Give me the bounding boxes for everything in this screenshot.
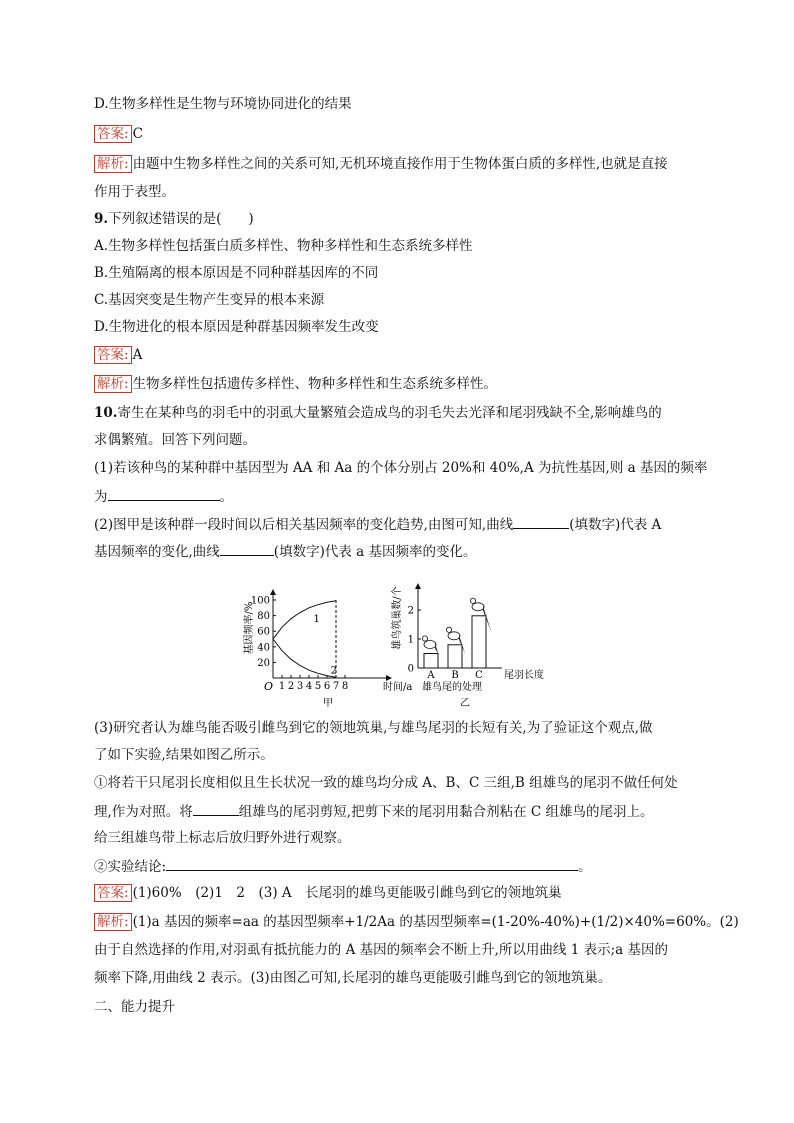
- q9-answer: A: [132, 347, 143, 363]
- q10-part1-end: 。: [219, 489, 233, 505]
- q8-analysis-2: 作用于表型。: [94, 184, 175, 200]
- q10-step1-2-row: [94, 801, 654, 821]
- y-tick-label: 60: [257, 626, 270, 638]
- chart-yi-xlabel: 尾羽长度: [504, 670, 544, 681]
- q9-answer-row: [94, 346, 142, 364]
- x-tick-label: 6: [323, 681, 331, 692]
- q10-stem-2: 求偶繁殖。回答下列问题。: [94, 432, 256, 448]
- q10-step1-2a: 理,作为对照。将: [94, 804, 193, 820]
- q10-part1-a: (1)若该种鸟的某种群中基因型为 AA 和 Aa 的个体分别占 20%和 40%,A 为抗性基因,则 a 基因的频率: [94, 460, 708, 476]
- q10-part1-b: 为: [94, 489, 108, 505]
- chart-jia-title: 甲: [323, 698, 333, 709]
- q8-answer: C: [132, 126, 143, 142]
- series-1-curve: [273, 601, 336, 639]
- bar-C: [472, 616, 486, 668]
- q8-option-d: D.生物多样性是生物与环境协同进化的结果: [94, 96, 352, 112]
- q10-step1-2b: 组雄鸟的尾羽剪短,把剪下来的尾羽用黏合剂粘在 C 组雄鸟的尾羽上。: [238, 804, 654, 820]
- x-tick-label: 4: [305, 681, 313, 692]
- y-tick-label: 100: [250, 595, 270, 607]
- analysis-tag: 解析:: [94, 913, 132, 931]
- chart-jia: [242, 589, 412, 709]
- q9-analysis: 生物多样性包括遗传多样性、物种多样性和生态系统多样性。: [132, 376, 498, 392]
- x-tick-label: 7: [332, 681, 340, 692]
- bar-B: [448, 645, 462, 668]
- chart-yi: [390, 583, 544, 709]
- q10-part2-row2: [94, 541, 476, 561]
- figures: [240, 573, 570, 713]
- x-tick-label: 5: [314, 681, 322, 692]
- q10-answer-row: [94, 884, 562, 902]
- y-axis-arrow: [270, 589, 276, 595]
- category-label: A: [427, 670, 435, 681]
- answer-blank[interactable]: [108, 486, 220, 501]
- x-axis-arrow: [386, 675, 392, 681]
- q9-option-d: D.生物进化的根本原因是种群基因频率发生改变: [94, 319, 379, 335]
- answer-tag: 答案:: [94, 125, 132, 143]
- category-label: C: [475, 670, 483, 681]
- q9-option-c: C.基因突变是生物产生变异的根本来源: [94, 292, 325, 308]
- q10-part3-1: (3)研究者认为雄鸟能否吸引雌鸟到它的领地筑巢,与雄鸟尾羽的长短有关,为了验证这个观点,做: [94, 720, 653, 736]
- bar-A: [424, 654, 438, 669]
- answer-blank[interactable]: [166, 856, 578, 871]
- q10-stem-row: [94, 404, 662, 422]
- answer-tag: 答案:: [94, 884, 132, 902]
- q10-step2-row: [94, 856, 592, 876]
- q9-option-a: A.生物多样性包括蛋白质多样性、物种多样性和生态系统多样性: [94, 238, 473, 254]
- y-tick-label: 0: [407, 663, 414, 675]
- q8-analysis-row: [94, 155, 668, 173]
- q10-stem-1: 寄生在某种鸟的羽毛中的羽虱大量繁殖会造成鸟的羽毛失去光泽和尾羽残缺不全,影响雄鸟的: [117, 405, 662, 421]
- x-tick-label: 8: [341, 681, 349, 692]
- analysis-tag: 解析:: [94, 375, 132, 393]
- category-label: B: [451, 670, 459, 681]
- series-2-curve: [273, 639, 336, 677]
- q9-option-b: B.生殖隔离的根本原因是不同种群基因库的不同: [94, 265, 379, 281]
- answer-blank[interactable]: [513, 514, 569, 529]
- q10-answer: (1)60% (2)1 2 (3) A 长尾羽的雄鸟更能吸引雌鸟到它的领地筑巢: [132, 885, 562, 901]
- q10-analysis-2: 由于自然选择的作用,对羽虱有抵抗能力的 A 基因的频率会不断上升,所以用曲线 1 表示;a 基因的: [94, 942, 668, 958]
- chart-yi-category-title: 雄鸟尾的处理: [422, 682, 482, 693]
- q9-analysis-row: [94, 375, 497, 393]
- q10-number: 10.: [94, 405, 118, 421]
- q8-answer-row: [94, 125, 143, 143]
- series-label: 2: [330, 665, 337, 677]
- q10-step1-3: 给三组雄鸟带上标志后放归野外进行观察。: [94, 830, 351, 846]
- q10-analysis-3: 频率下降,用曲线 2 表示。(3)由图乙可知,长尾羽的雄鸟更能吸引雌鸟到它的领地筑巢。: [94, 970, 612, 986]
- x-tick-label: 3: [296, 681, 304, 692]
- chart-yi-title: 乙: [460, 698, 470, 709]
- q10-part3-2: 了如下实验,结果如图乙所示。: [94, 747, 274, 763]
- y-tick-label: 20: [257, 657, 270, 669]
- chart-jia-ylabel: 基因频率/%: [244, 601, 255, 655]
- q10-part2-d: (填数字)代表 a 基因频率的变化。: [273, 544, 477, 560]
- answer-blank[interactable]: [193, 801, 239, 816]
- answer-tag: 答案:: [94, 346, 132, 364]
- q9-stem-row: [94, 210, 254, 228]
- q9-number: 9.: [94, 211, 109, 227]
- q10-step1-1: ①将若干只尾羽长度相似且生长状况一致的雄鸟均分成 A、B、C 三组,B 组雄鸟的尾羽不做任何处: [94, 775, 678, 791]
- origin-label: O: [264, 680, 274, 693]
- y-tick-label: 80: [257, 611, 270, 623]
- q10-step2-a: ②实验结论:: [94, 859, 167, 875]
- q10-analysis-1: (1)a 基因的频率=aa 的基因型频率+1/2Aa 的基因型频率=(1-20%-40%)+(1/2)×40%=60%。(2): [132, 914, 739, 930]
- analysis-tag: 解析:: [94, 155, 132, 173]
- q10-part2-c: 基因频率的变化,曲线: [94, 544, 220, 560]
- answer-blank[interactable]: [220, 541, 274, 556]
- x-tick-label: 1: [278, 681, 286, 692]
- q10-step2-end: 。: [578, 859, 592, 875]
- x-tick-label: 2: [287, 681, 295, 692]
- q10-part2-row: [94, 514, 661, 534]
- q8-analysis-1: 由题中生物多样性之间的关系可知,无机环境直接作用于生物体蛋白质的多样性,也就是直接: [132, 156, 668, 172]
- series-label: 1: [313, 613, 320, 625]
- chart-yi-ylabel: 雄鸟筑巢数/个: [392, 586, 403, 650]
- y-tick-label: 1: [407, 634, 414, 646]
- q10-part2-b: (填数字)代表 A: [569, 517, 662, 533]
- y-axis-arrow: [415, 583, 421, 589]
- y-tick-label: 2: [407, 605, 414, 617]
- chart-jia-xlabel: 时间/a: [383, 682, 413, 693]
- section-heading: 二、能力提升: [94, 999, 175, 1015]
- y-tick-label: 40: [257, 642, 270, 654]
- q9-stem: 下列叙述错误的是( ): [108, 211, 254, 227]
- bird-icon: [422, 636, 438, 655]
- q10-part2-a: (2)图甲是该种群一段时间以后相关基因频率的变化趋势,由图可知,曲线: [94, 517, 514, 533]
- q10-part1-b-row: [94, 486, 233, 506]
- q10-analysis-row: [94, 913, 739, 931]
